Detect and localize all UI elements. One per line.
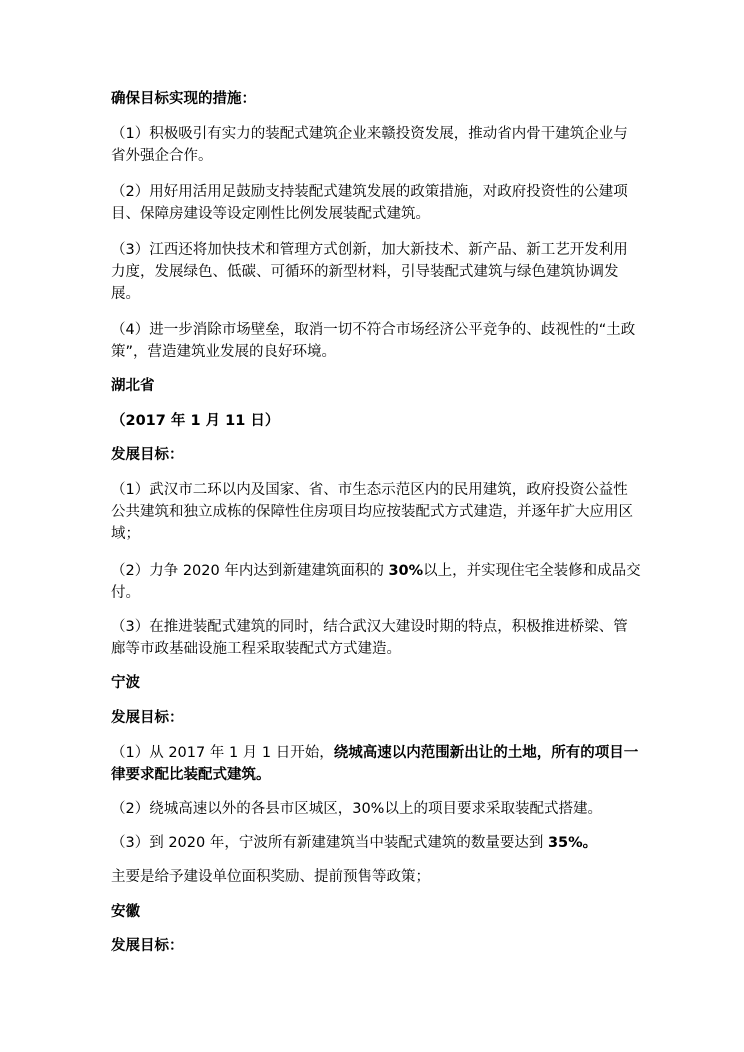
ningbo-goal-heading: 发展目标：: [111, 710, 184, 726]
ningbo-goal-item-3-pre: （3）到 2020 年，宁波所有新建建筑当中装配式建筑的数量要达到: [111, 835, 548, 851]
anhui-goal-heading: 发展目标：: [111, 938, 184, 954]
hubei-goal-item-2-pre: （2）力争 2020 年内达到新建建筑面积的: [111, 563, 389, 579]
hubei-goal-item-1: （1）武汉市二环以内及国家、省、市生态示范区内的民用建筑，政府投资公益性公共建筑和独立成栋的保障性住房项目均应按装配式方式建造，并逐年扩大应用区域；: [111, 482, 633, 542]
region-title-hubei: 湖北省: [111, 378, 155, 394]
ningbo-goal-item-1: [111, 742, 641, 786]
section-heading-measures: 确保目标实现的措施：: [111, 91, 256, 107]
measure-item-1: （1）积极吸引有实力的装配式建筑企业来赣投资发展，推动省内骨干建筑企业与省外强企合作。: [111, 126, 628, 164]
region-title-ningbo: 宁波: [111, 675, 140, 691]
hubei-goal-heading: 发展目标：: [111, 447, 184, 463]
measure-item-4: （4）进一步消除市场壁垒，取消一切不符合市场经济公平竞争的、歧视性的“土政策”，营造建筑业发展的良好环境。: [111, 322, 636, 360]
ningbo-goal-item-3: [111, 832, 641, 854]
ningbo-goal-item-1-bold: 绕城高速以内范围新出让的土地，所有的项目一律要求配比装配式建筑。: [111, 745, 639, 783]
hubei-goal-item-2: [111, 560, 641, 604]
hubei-goal-item-3: （3）在推进装配式建筑的同时，结合武汉大建设时期的特点，积极推进桥梁、管廊等市政基础设施工程采取装配式方式建造。: [111, 619, 628, 657]
measure-item-3: （3）江西还将加快技术和管理方式创新，加大新技术、新产品、新工艺开发利用力度，发展绿色、低碳、可循环的新型材料，引导装配式建筑与绿色建筑协调发展。: [111, 242, 628, 302]
ningbo-goal-item-3-bold: 35%。: [547, 835, 598, 851]
hubei-goal-item-2-bold: 30%: [388, 563, 424, 579]
hubei-goal-item-2-post: 以上，并实现住宅全装修和成品交付。: [111, 563, 641, 601]
hubei-date: （2017 年 1 月 11 日）: [111, 413, 280, 429]
measure-item-2: （2）用好用活用足鼓励支持装配式建筑发展的政策措施，对政府投资性的公建项目、保障房建设等设定刚性比例发展装配式建筑。: [111, 184, 628, 222]
ningbo-goal-item-1-pre: （1）从 2017 年 1 月 1 日开始，: [111, 745, 334, 761]
region-title-anhui: 安徽: [111, 904, 140, 920]
ningbo-goal-item-2: （2）绕城高速以外的各县市区城区，30%以上的项目要求采取装配式搭建。: [111, 801, 602, 817]
ningbo-policy-note: 主要是给予建设单位面积奖励、提前预售等政策；: [111, 869, 430, 885]
